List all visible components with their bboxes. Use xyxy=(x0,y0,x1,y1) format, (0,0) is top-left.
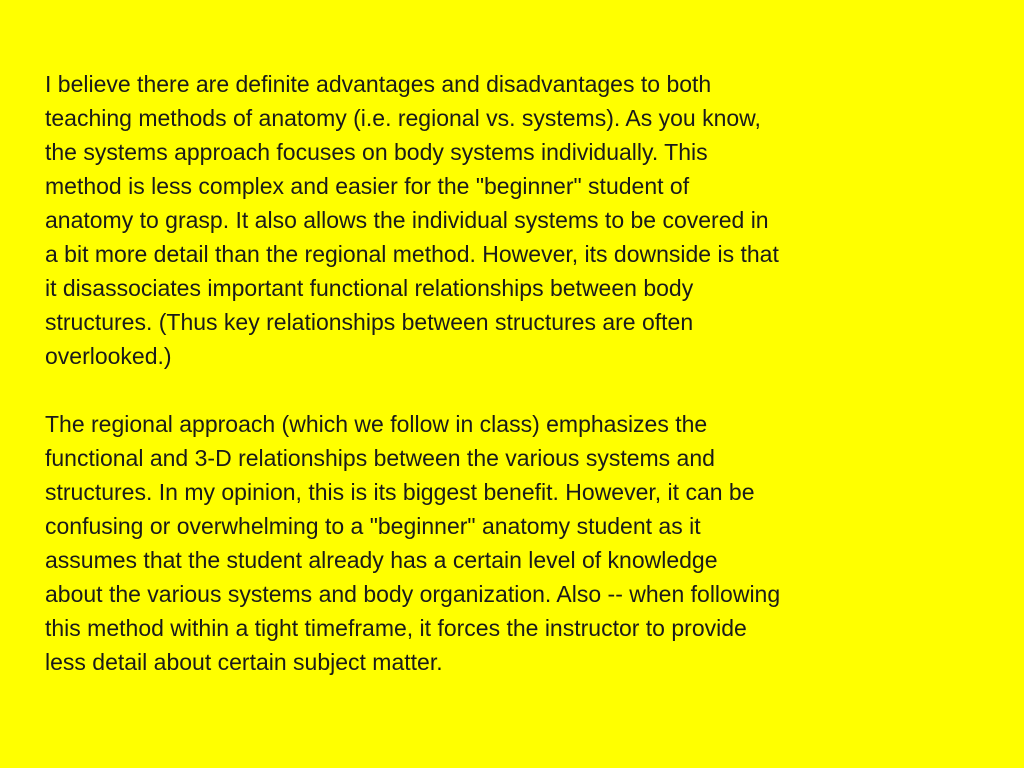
paragraph-systems-approach: I believe there are definite advantages and disadvantages to both teaching methods of anatomy (i.e. regional vs. systems). As you know, the systems approach focuses on body systems individually. This method is less complex and easier for the "beginner" student of anatomy to grasp. It also allows the individual systems to be covered in a bit more detail than the regional method. However, its downside is that it disassociates important functional relationships between body structures. (Thus key relationships between structures are often overlooked.) xyxy=(45,71,779,369)
paragraph-regional-approach: The regional approach (which we follow in class) emphasizes the functional and 3-D relationships between the various systems and structures. In my opinion, this is its biggest benefit. However, it can be confusing or overwhelming to a "beginner" anatomy student as it assumes that the student already has a certain level of knowledge about the various systems and body organization. Also -- when following this method within a tight timeframe, it forces the instructor to provide less detail about certain subject matter. xyxy=(45,411,781,675)
